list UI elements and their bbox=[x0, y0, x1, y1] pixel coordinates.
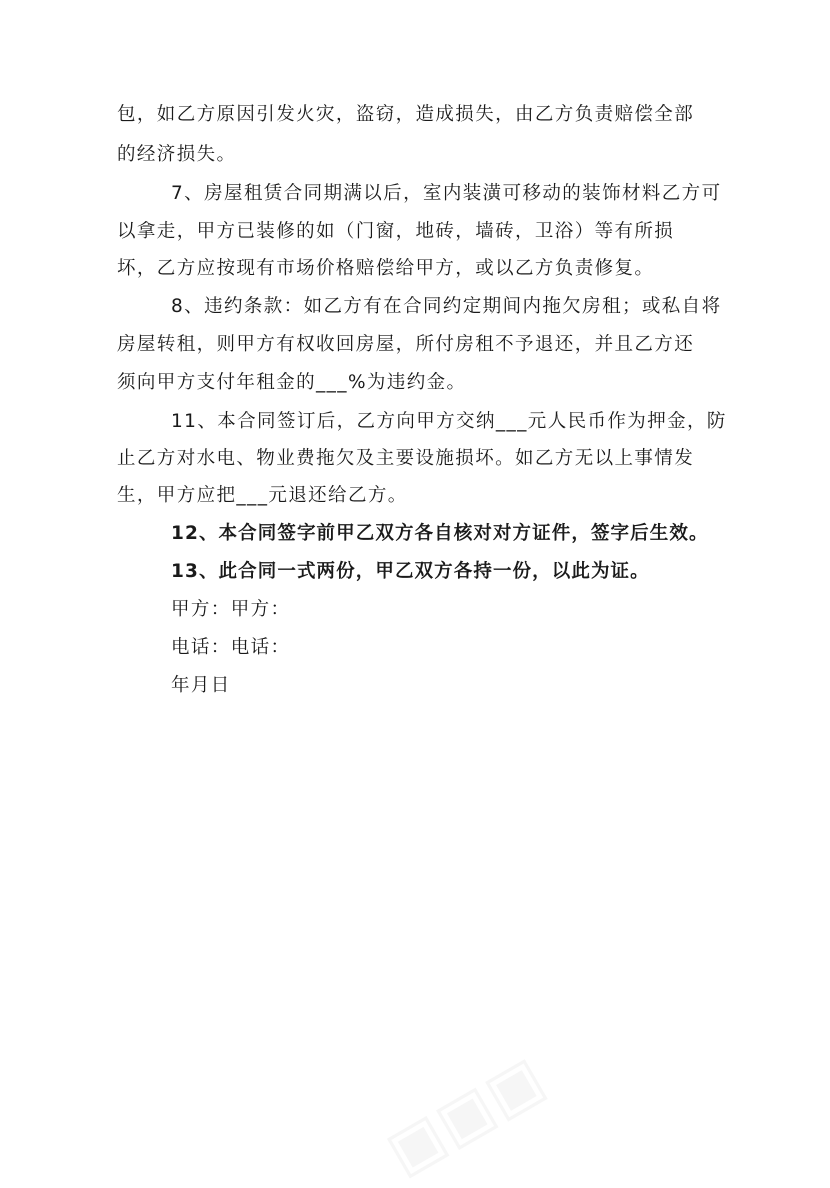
paragraph-8-line-1: 8、违约条款：如乙方有在合同约定期间内拖欠房租；或私自将 bbox=[171, 296, 722, 317]
signature-phone-line: 电话：电话： bbox=[171, 637, 291, 658]
paragraph-6-line-1: 包，如乙方原因引发火灾，盗窃，造成损失，由乙方负责赔偿全部 bbox=[117, 104, 695, 125]
paragraph-13: 13、此合同一式两份，甲乙双方各持一份，以此为证。 bbox=[171, 561, 650, 582]
paragraph-7-line-1: 7、房屋租赁合同期满以后，室内装潢可移动的装饰材料乙方可 bbox=[171, 183, 722, 204]
paragraph-11-line-1: 11、本合同签订后，乙方向甲方交纳___元人民币作为押金，防 bbox=[171, 411, 727, 432]
signature-party-line: 甲方：甲方： bbox=[171, 599, 291, 620]
paragraph-6-line-2: 的经济损失。 bbox=[117, 144, 237, 165]
paragraph-7-line-2: 以拿走，甲方已装修的如（门窗，地砖，墙砖，卫浴）等有所损 bbox=[117, 221, 675, 242]
paragraph-11-line-2: 止乙方对水电、物业费拖欠及主要设施损坏。如乙方无以上事情发 bbox=[117, 448, 695, 469]
paragraph-12: 12、本合同签字前甲乙双方各自核对对方证件，签字后生效。 bbox=[171, 523, 709, 544]
paragraph-11-line-3: 生，甲方应把___元退还给乙方。 bbox=[117, 485, 408, 506]
signature-date-line: 年月日 bbox=[171, 675, 231, 696]
paragraph-8-line-3: 须向甲方支付年租金的___%为违约金。 bbox=[117, 372, 467, 393]
paragraph-8-line-2: 房屋转租，则甲方有权收回房屋，所付房租不予退还，并且乙方还 bbox=[117, 334, 695, 355]
paragraph-7-line-3: 坏，乙方应按现有市场价格赔偿给甲方，或以乙方负责修复。 bbox=[117, 258, 655, 279]
watermark bbox=[374, 1042, 556, 1188]
